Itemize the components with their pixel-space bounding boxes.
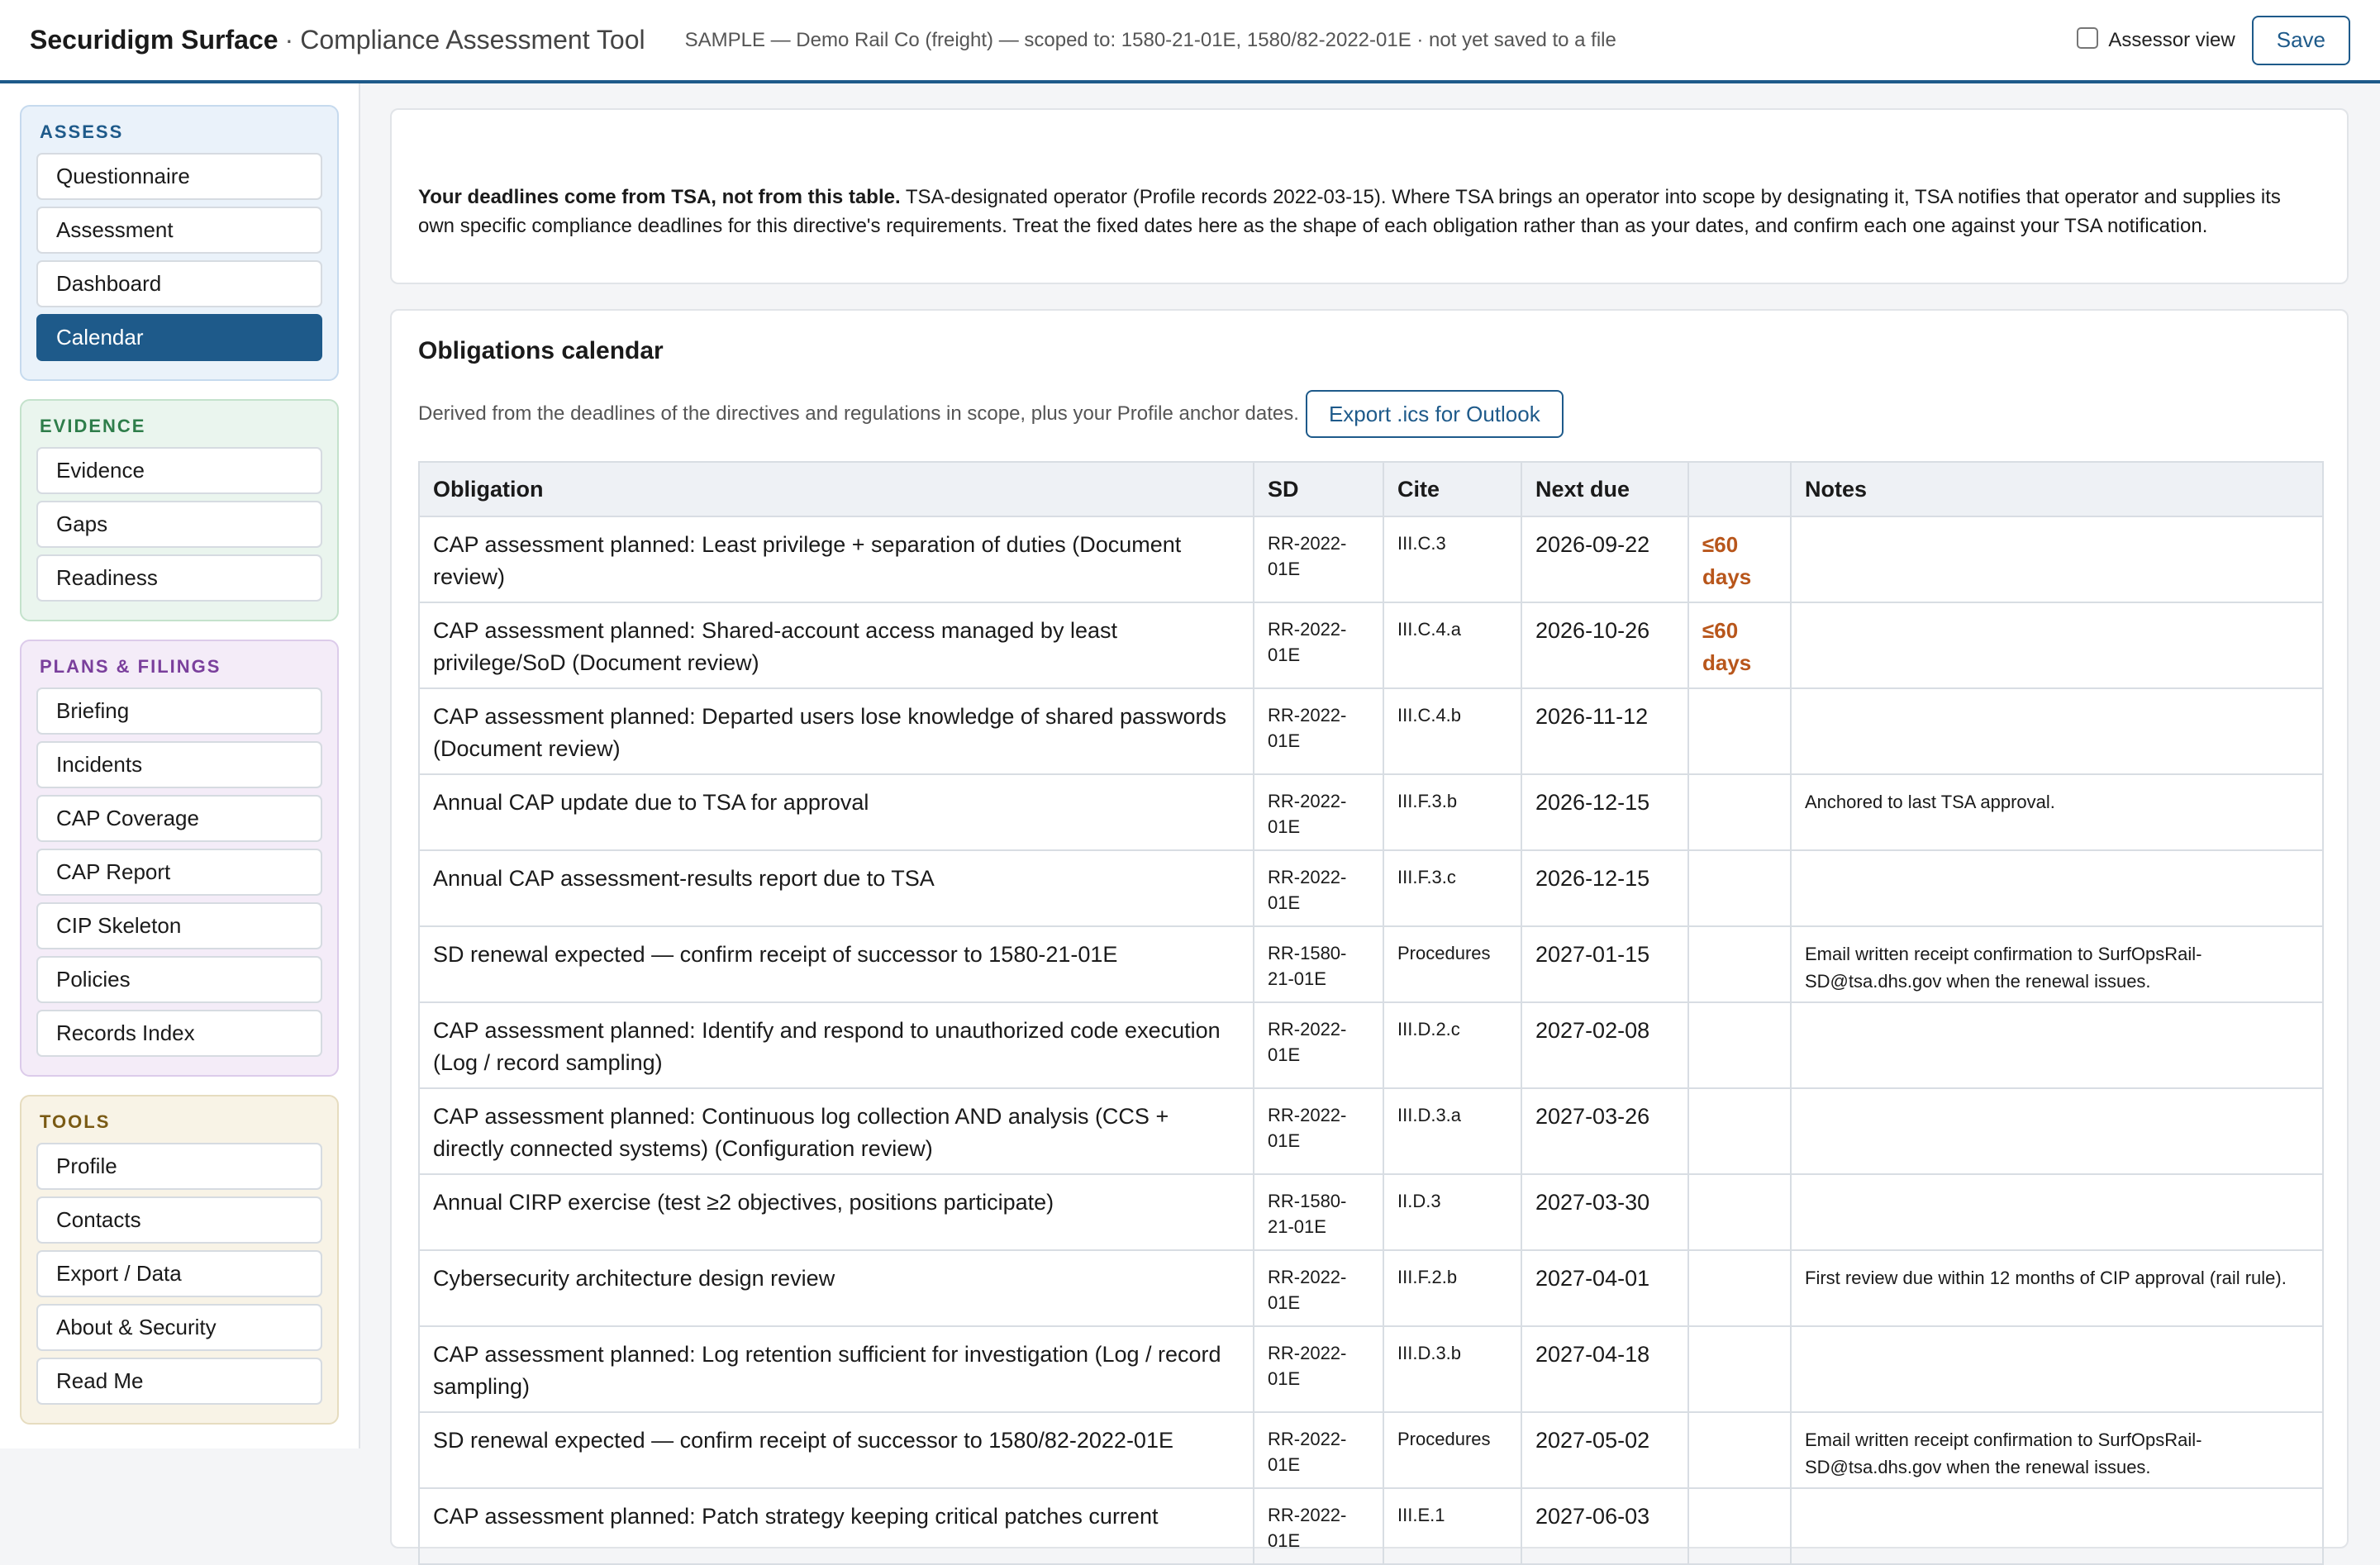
sd-cell: RR-2022-01E (1254, 1250, 1383, 1326)
sidebar-item-cap-coverage[interactable]: CAP Coverage (36, 795, 322, 842)
table-row[interactable] (419, 1250, 2323, 1326)
obligation-cell: Annual CAP update due to TSA for approval (419, 774, 1254, 850)
table-row[interactable] (419, 1326, 2323, 1412)
nav-group-tools (20, 1095, 339, 1425)
notes-cell: Email written receipt confirmation to SurfOpsRail-SD@tsa.dhs.gov when the renewal issues. (1791, 926, 2323, 1002)
sd-cell: RR-2022-01E (1254, 1488, 1383, 1564)
nav-group-evidence (20, 399, 339, 621)
next-due-cell: 2026-12-15 (1521, 850, 1688, 926)
nav-group-plans-filings (20, 640, 339, 1077)
cite-cell: III.F.3.b (1383, 774, 1521, 850)
obligation-cell: Annual CAP assessment-results report due to TSA (419, 850, 1254, 926)
cite-cell: III.C.3 (1383, 516, 1521, 602)
obligations-card (390, 309, 2349, 1551)
col-header-next-due[interactable]: Next due (1521, 462, 1688, 516)
sidebar-item-dashboard[interactable]: Dashboard (36, 260, 322, 307)
nav-group-title: PLANS & FILINGS (40, 656, 221, 677)
notes-cell (1791, 850, 2323, 926)
table-row[interactable] (419, 688, 2323, 774)
due-soon-flag (1688, 688, 1791, 774)
cite-cell: III.F.2.b (1383, 1250, 1521, 1326)
table-header-row (419, 462, 2323, 516)
col-header-cite[interactable]: Cite (1383, 462, 1521, 516)
sidebar (0, 83, 360, 1448)
due-soon-flag (1688, 1412, 1791, 1488)
next-due-cell: 2027-04-01 (1521, 1250, 1688, 1326)
sd-cell: RR-1580-21-01E (1254, 1174, 1383, 1250)
sidebar-item-readiness[interactable]: Readiness (36, 554, 322, 602)
cite-cell: III.E.1 (1383, 1488, 1521, 1564)
save-button[interactable]: Save (2252, 16, 2350, 65)
nav-group-assess (20, 105, 339, 381)
nav-group-title: ASSESS (40, 121, 124, 142)
obligation-cell: Annual CIRP exercise (test ≥2 objectives, positions participate) (419, 1174, 1254, 1250)
table-row[interactable] (419, 1488, 2323, 1564)
next-due-cell: 2026-11-12 (1521, 688, 1688, 774)
next-due-cell: 2027-03-26 (1521, 1088, 1688, 1174)
next-due-cell: 2027-06-03 (1521, 1488, 1688, 1564)
notes-cell (1791, 688, 2323, 774)
sidebar-item-read-me[interactable]: Read Me (36, 1358, 322, 1405)
nav-group-title: TOOLS (40, 1111, 111, 1132)
sd-cell: RR-2022-01E (1254, 602, 1383, 688)
cite-cell: III.D.2.c (1383, 1002, 1521, 1088)
obligation-cell: CAP assessment planned: Shared-account access managed by least privilege/SoD (Document review) (419, 602, 1254, 688)
export-ics-button[interactable]: Export .ics for Outlook (1306, 390, 1564, 438)
main-content (362, 83, 2380, 1551)
sidebar-item-briefing[interactable]: Briefing (36, 687, 322, 735)
sd-cell: RR-1580-21-01E (1254, 926, 1383, 1002)
sidebar-item-export-data[interactable]: Export / Data (36, 1250, 322, 1297)
due-soon-flag (1688, 774, 1791, 850)
due-soon-flag (1688, 1002, 1791, 1088)
sd-cell: RR-2022-01E (1254, 774, 1383, 850)
notes-cell (1791, 1002, 2323, 1088)
table-row[interactable] (419, 774, 2323, 850)
due-soon-flag (1688, 1250, 1791, 1326)
sd-cell: RR-2022-01E (1254, 1326, 1383, 1412)
notes-cell (1791, 1088, 2323, 1174)
sidebar-item-records-index[interactable]: Records Index (36, 1010, 322, 1057)
due-soon-flag (1688, 1488, 1791, 1564)
sidebar-item-gaps[interactable]: Gaps (36, 501, 322, 548)
obligation-cell: CAP assessment planned: Patch strategy keeping critical patches current (419, 1488, 1254, 1564)
next-due-cell: 2027-02-08 (1521, 1002, 1688, 1088)
app-subtitle: Compliance Assessment Tool (300, 25, 645, 55)
sd-cell: RR-2022-01E (1254, 1088, 1383, 1174)
obligation-cell: CAP assessment planned: Departed users lose knowledge of shared passwords (Document review) (419, 688, 1254, 774)
nav-group-title: EVIDENCE (40, 416, 146, 436)
col-header-obligation[interactable]: Obligation (419, 462, 1254, 516)
sidebar-item-cip-skeleton[interactable]: CIP Skeleton (36, 902, 322, 949)
assessor-view-label: Assessor view (2108, 28, 2235, 51)
obligation-cell: SD renewal expected — confirm receipt of successor to 1580-21-01E (419, 926, 1254, 1002)
sidebar-item-contacts[interactable]: Contacts (36, 1196, 322, 1244)
table-row[interactable] (419, 1174, 2323, 1250)
sidebar-item-profile[interactable]: Profile (36, 1143, 322, 1190)
due-soon-flag (1688, 1326, 1791, 1412)
sidebar-item-policies[interactable]: Policies (36, 956, 322, 1003)
table-row[interactable] (419, 1088, 2323, 1174)
due-soon-flag: ≤60 days (1688, 602, 1791, 688)
cite-cell: III.D.3.b (1383, 1326, 1521, 1412)
app-brand: Securidigm Surface (30, 25, 278, 55)
brand-separator: · (284, 25, 294, 55)
due-soon-flag (1688, 926, 1791, 1002)
notes-cell: First review due within 12 months of CIP approval (rail rule). (1791, 1250, 2323, 1326)
assessor-view-toggle[interactable] (2077, 29, 2235, 52)
sd-cell: RR-2022-01E (1254, 1002, 1383, 1088)
obligation-cell: SD renewal expected — confirm receipt of successor to 1580/82-2022-01E (419, 1412, 1254, 1488)
notice-body: TSA-designated operator (Profile records 2022-03-15). Where TSA brings an operator into scope by designating it, TSA notifies that operator and supplies its own specific compliance deadlines for this directive's requirements. Treat the fixed dates here as the shape of each obligation rather than as your dates, and confirm each one against your TSA notification. (418, 186, 2281, 237)
next-due-cell: 2027-03-30 (1521, 1174, 1688, 1250)
next-due-cell: 2027-01-15 (1521, 926, 1688, 1002)
col-header-sd[interactable]: SD (1254, 462, 1383, 516)
section-description: Derived from the deadlines of the directives and regulations in scope, plus your Profile anchor dates. (418, 402, 1299, 425)
cite-cell: Procedures (1383, 1412, 1521, 1488)
table-row[interactable] (419, 850, 2323, 926)
table-row[interactable] (419, 516, 2323, 602)
notes-cell (1791, 516, 2323, 602)
cite-cell: III.D.3.a (1383, 1088, 1521, 1174)
cite-cell: III.C.4.b (1383, 688, 1521, 774)
due-soon-flag (1688, 850, 1791, 926)
tsa-deadline-notice (390, 108, 2349, 284)
notes-cell: Email written receipt confirmation to SurfOpsRail-SD@tsa.dhs.gov when the renewal issues. (1791, 1412, 2323, 1488)
col-header-notes[interactable]: Notes (1791, 462, 2323, 516)
cite-cell: III.C.4.a (1383, 602, 1521, 688)
sidebar-item-incidents[interactable]: Incidents (36, 741, 322, 788)
sidebar-item-calendar[interactable]: Calendar (36, 314, 322, 361)
next-due-cell: 2026-12-15 (1521, 774, 1688, 850)
sidebar-item-about-security[interactable]: About & Security (36, 1304, 322, 1351)
scope-status: SAMPLE — Demo Rail Co (freight) — scoped to: 1580-21-01E, 1580/82-2022-01E · not yet saved to a file (684, 28, 1616, 51)
sd-cell: RR-2022-01E (1254, 688, 1383, 774)
notes-cell (1791, 1326, 2323, 1412)
sidebar-item-questionnaire[interactable]: Questionnaire (36, 153, 322, 200)
obligation-cell: CAP assessment planned: Identify and respond to unauthorized code execution (Log / record sampling) (419, 1002, 1254, 1088)
assessor-view-checkbox[interactable] (2077, 27, 2098, 49)
notes-cell: Anchored to last TSA approval. (1791, 774, 2323, 850)
col-header-flag (1688, 462, 1791, 516)
obligation-cell: CAP assessment planned: Log retention sufficient for investigation (Log / record sampling) (419, 1326, 1254, 1412)
table-row[interactable] (419, 926, 2323, 1002)
notice-heading: Your deadlines come from TSA, not from this table. (418, 186, 901, 208)
cite-cell: Procedures (1383, 926, 1521, 1002)
table-row[interactable] (419, 602, 2323, 688)
due-soon-flag (1688, 1174, 1791, 1250)
description-row (418, 390, 2320, 438)
due-soon-flag: ≤60 days (1688, 516, 1791, 602)
sd-cell: RR-2022-01E (1254, 516, 1383, 602)
due-soon-flag (1688, 1088, 1791, 1174)
obligation-cell: CAP assessment planned: Continuous log collection AND analysis (CCS + directly connected systems) (Configuration review) (419, 1088, 1254, 1174)
sidebar-item-evidence[interactable]: Evidence (36, 447, 322, 494)
obligation-cell: CAP assessment planned: Least privilege + separation of duties (Document review) (419, 516, 1254, 602)
table-row[interactable] (419, 1002, 2323, 1088)
section-title: Obligations calendar (418, 337, 664, 364)
sidebar-item-assessment[interactable]: Assessment (36, 207, 322, 254)
obligations-table (418, 461, 2324, 1565)
topbar-actions (2077, 16, 2350, 65)
obligation-cell: Cybersecurity architecture design review (419, 1250, 1254, 1326)
sd-cell: RR-2022-01E (1254, 850, 1383, 926)
table-row[interactable] (419, 1412, 2323, 1488)
next-due-cell: 2026-10-26 (1521, 602, 1688, 688)
cite-cell: III.F.3.c (1383, 850, 1521, 926)
top-bar (0, 0, 2380, 83)
sd-cell: RR-2022-01E (1254, 1412, 1383, 1488)
notes-cell (1791, 1174, 2323, 1250)
cite-cell: II.D.3 (1383, 1174, 1521, 1250)
next-due-cell: 2027-05-02 (1521, 1412, 1688, 1488)
next-due-cell: 2026-09-22 (1521, 516, 1688, 602)
table-body (419, 516, 2323, 1564)
sidebar-item-cap-report[interactable]: CAP Report (36, 849, 322, 896)
next-due-cell: 2027-04-18 (1521, 1326, 1688, 1412)
notes-cell (1791, 602, 2323, 688)
notes-cell (1791, 1488, 2323, 1564)
